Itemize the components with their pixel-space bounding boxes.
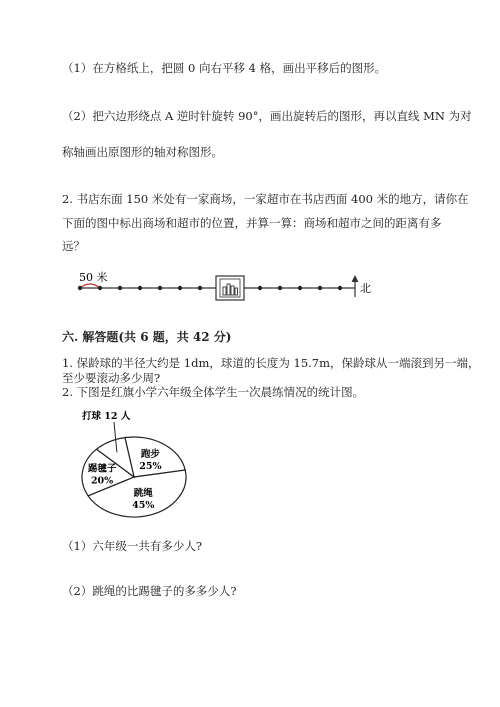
question-rotate-hexagon-line2: 称轴画出原图形的轴对称图形。 — [62, 145, 223, 159]
pie-slice-label: 踢毽子 — [87, 463, 117, 475]
number-line-dot — [98, 286, 102, 290]
question-bowling-line2: 至少要滚动多少周? — [62, 371, 161, 385]
number-line-dot — [258, 286, 262, 290]
pie-slice-value: 25% — [139, 460, 162, 472]
north-label: 北 — [360, 282, 371, 295]
question-pie-sub1: （1）六年级一共有多少人? — [62, 539, 202, 553]
question-translate-circle: （1）在方格纸上，把圆 0 向右平移 4 格，画出平移后的图形。 — [62, 61, 387, 75]
north-arrow-head — [352, 275, 359, 282]
question-store-line3: 远？ — [62, 239, 85, 253]
section-heading: 六. 解答题(共 6 题，共 42 分) — [62, 330, 232, 344]
question-store-line1: 2. 书店东面 150 米处有一家商场，一家超市在书店西面 400 米的地方，请你在 — [62, 192, 469, 206]
number-line-dot — [158, 286, 162, 290]
number-line-dot — [118, 286, 122, 290]
question-rotate-hexagon-line1: （2）把六边形绕点 A 逆时针旋转 90°，画出旋转后的图形，再以直线 MN 为对 — [62, 109, 472, 123]
pie-callout-label: 打球 12 人 — [82, 411, 131, 422]
question-bowling-line1: 1. 保龄球的半径大约是 1dm，球道的长度为 15.7m，保龄球从一端滚到另一端， — [62, 356, 480, 370]
pie-slice-value: 45% — [132, 499, 155, 511]
number-line-dot — [78, 286, 82, 290]
number-line-dot — [278, 286, 282, 290]
pie-slice-label: 跳绳 — [133, 487, 153, 499]
number-line-dot — [338, 286, 342, 290]
question-pie-intro: 2. 下图是红旗小学六年级全体学生一次晨练情况的统计图。 — [62, 385, 365, 399]
number-line-dot — [138, 286, 142, 290]
question-pie-sub2: （2）跳绳的比踢毽子的多多少人? — [62, 584, 237, 598]
pie-slice-value: 20% — [90, 475, 114, 487]
pie-slice-label: 跑步 — [140, 448, 160, 460]
morning-exercise-pie-chart — [76, 409, 216, 519]
number-line-dot — [198, 286, 202, 290]
scale-label: 50 米 — [79, 271, 108, 284]
distance-number-line — [0, 268, 500, 308]
number-line-dot — [178, 286, 182, 290]
number-line-dot — [318, 286, 322, 290]
question-store-line2: 下面的图中标出商场和超市的位置，并算一算：商场和超市之间的距离有多 — [62, 216, 442, 230]
number-line-dot — [298, 286, 302, 290]
